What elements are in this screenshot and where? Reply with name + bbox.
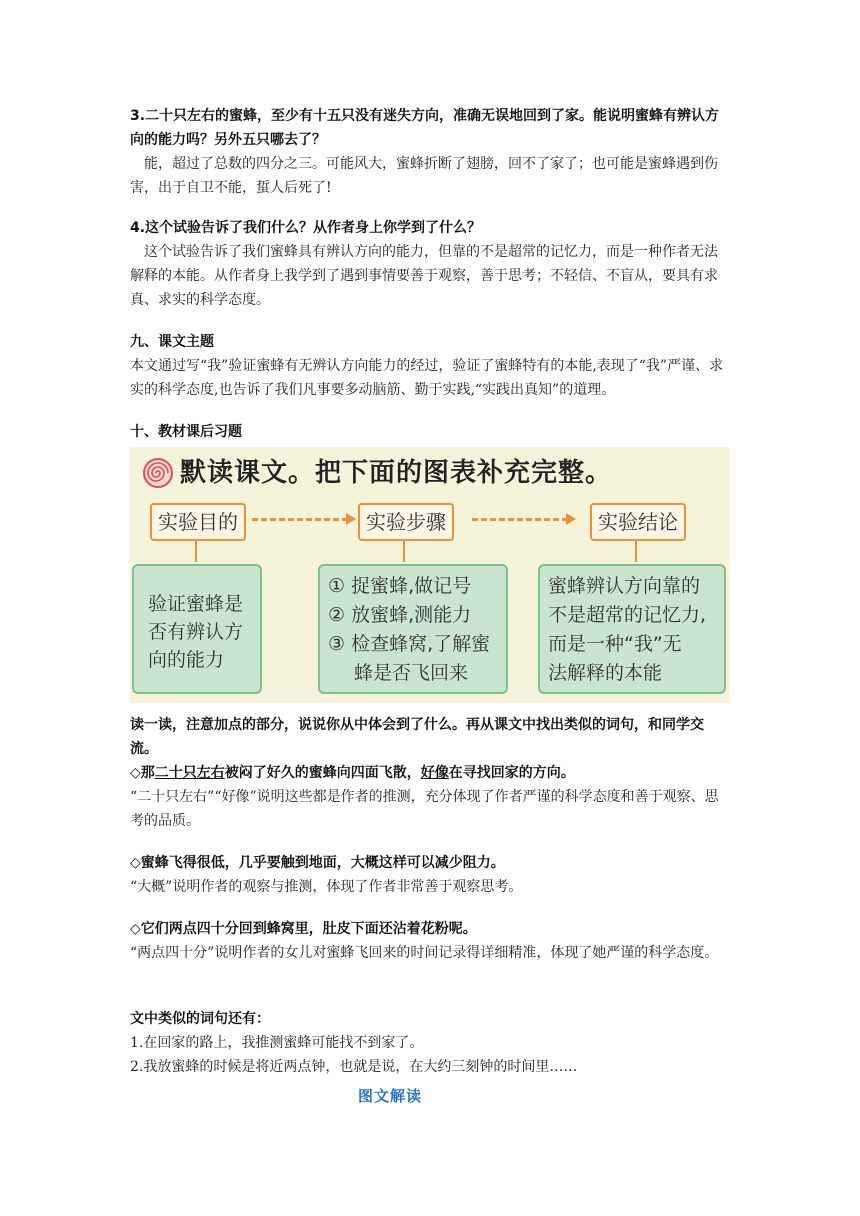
item1-dotted-1: 二十只左右 (154, 765, 225, 781)
section9-body: 本文通过写“我”验证蜜蜂有无辨认方向能力的经过，验证了蜜蜂特有的本能,表现了“我”严谨、求实的科学态度,也告诉了我们凡事要多动脑筋、勤于实践,“实践出真知”的道理。 (130, 358, 724, 398)
item1-marker: ◇那 (130, 765, 155, 781)
exercise-item3-sentence: ◇它们两点四十分回到蜂窝里，肚皮下面还沾着花粉呢。 (130, 921, 477, 937)
connector-2 (403, 540, 405, 562)
box-procedure-line: ③ 检查蜂窝,了解蜜 (328, 633, 491, 655)
box-purpose-line: 验证蜜蜂是 (148, 593, 244, 615)
exercise-prompt: 读一读，注意加点的部分，说说你从中体会到了什么。再从课文中找出类似的词句，和同学交流。 (130, 717, 704, 757)
exercise-item3-note: “两点四十分”说明作者的女儿对蜜蜂飞回来的时间记录得详细精准，体现了她严谨的科学态度。 (130, 945, 719, 961)
exercise-item2-sentence: ◇蜜蜂飞得很低，几乎要触到地面，大概这样可以减少阻力。 (130, 855, 505, 871)
arrow-2 (472, 518, 568, 521)
box-procedure-line: ① 捉蜜蜂,做记号 (328, 575, 472, 597)
item1-mid: 被闷了好久的蜜蜂向四面飞散， (224, 765, 421, 781)
q4-question: 4.这个试验告诉了我们什么？从作者身上你学到了什么？ (130, 220, 482, 236)
step-conclusion: 实验结论 (590, 503, 686, 541)
item1-end: 在寻找回家的方向。 (448, 765, 575, 781)
box-procedure-line: ② 放蜜蜂,测能力 (328, 604, 472, 626)
figure-title: 默读课文。把下面的图表补充完整。 (180, 458, 613, 488)
q3-question: 3.二十只左右的蜜蜂，至少有十五只没有迷失方向，准确无误地回到了家。能说明蜜蜂有辨认方向的能力吗？另外五只哪去了？ (130, 108, 720, 148)
section9-heading: 九、课文主题 (130, 334, 214, 350)
footer-label: 图文解读 (357, 1087, 422, 1105)
box-purpose-line: 否有辨认方 (148, 621, 244, 643)
box-procedure-line: 蜂是否飞回来 (354, 662, 469, 684)
step-procedure: 实验步骤 (358, 503, 454, 541)
similar-heading: 文中类似的词句还有： (130, 1011, 270, 1027)
connector-3 (635, 540, 637, 562)
box-purpose-line: 向的能力 (148, 649, 225, 671)
box-conclusion-line: 法解释的本能 (548, 662, 663, 684)
spiral-icon (142, 457, 174, 489)
box-purpose (132, 564, 262, 694)
section10-heading: 十、教材课后习题 (130, 424, 242, 440)
box-conclusion-line: 不是超常的记忆力, (548, 604, 707, 626)
similar-line-2: 2.我放蜜蜂的时候是将近两点钟，也就是说，在大约三刻钟的时间里…… (130, 1059, 578, 1075)
connector-1 (195, 540, 197, 562)
step-purpose: 实验目的 (150, 503, 246, 541)
item1-dotted-2: 好像 (420, 765, 449, 781)
exercise-item2-note: “大概”说明作者的观察与推测，体现了作者非常善于观察思考。 (130, 879, 523, 895)
textbook-figure (130, 447, 730, 703)
exercise-item1-sentence (130, 761, 730, 785)
q4-answer: 这个试验告诉了我们蜜蜂具有辨认方向的能力，但靠的不是超常的记忆力，而是一种作者无法解释的本能。从作者身上我学到了遇到事情要善于观察，善于思考；不轻信、不盲从，要具有求真、求实的科学态度。 (130, 244, 718, 308)
exercise-item1-note: “二十只左右”“好像”说明这些都是作者的推测，充分体现了作者严谨的科学态度和善于观察、思考的品质。 (130, 789, 719, 829)
similar-line-1: 1.在回家的路上，我推测蜜蜂可能找不到家了。 (130, 1035, 424, 1051)
arrow-1 (252, 518, 348, 521)
box-conclusion-line: 蜜蜂辨认方向靠的 (548, 575, 701, 597)
q3-answer: 能，超过了总数的四分之三。可能风大，蜜蜂折断了翅膀，回不了家了；也可能是蜜蜂遇到伤害，出于自卫不能，蜇人后死了! (130, 156, 718, 196)
box-procedure (318, 564, 508, 694)
box-conclusion (538, 564, 726, 694)
box-conclusion-line: 而是一种“我”无 (548, 633, 682, 655)
